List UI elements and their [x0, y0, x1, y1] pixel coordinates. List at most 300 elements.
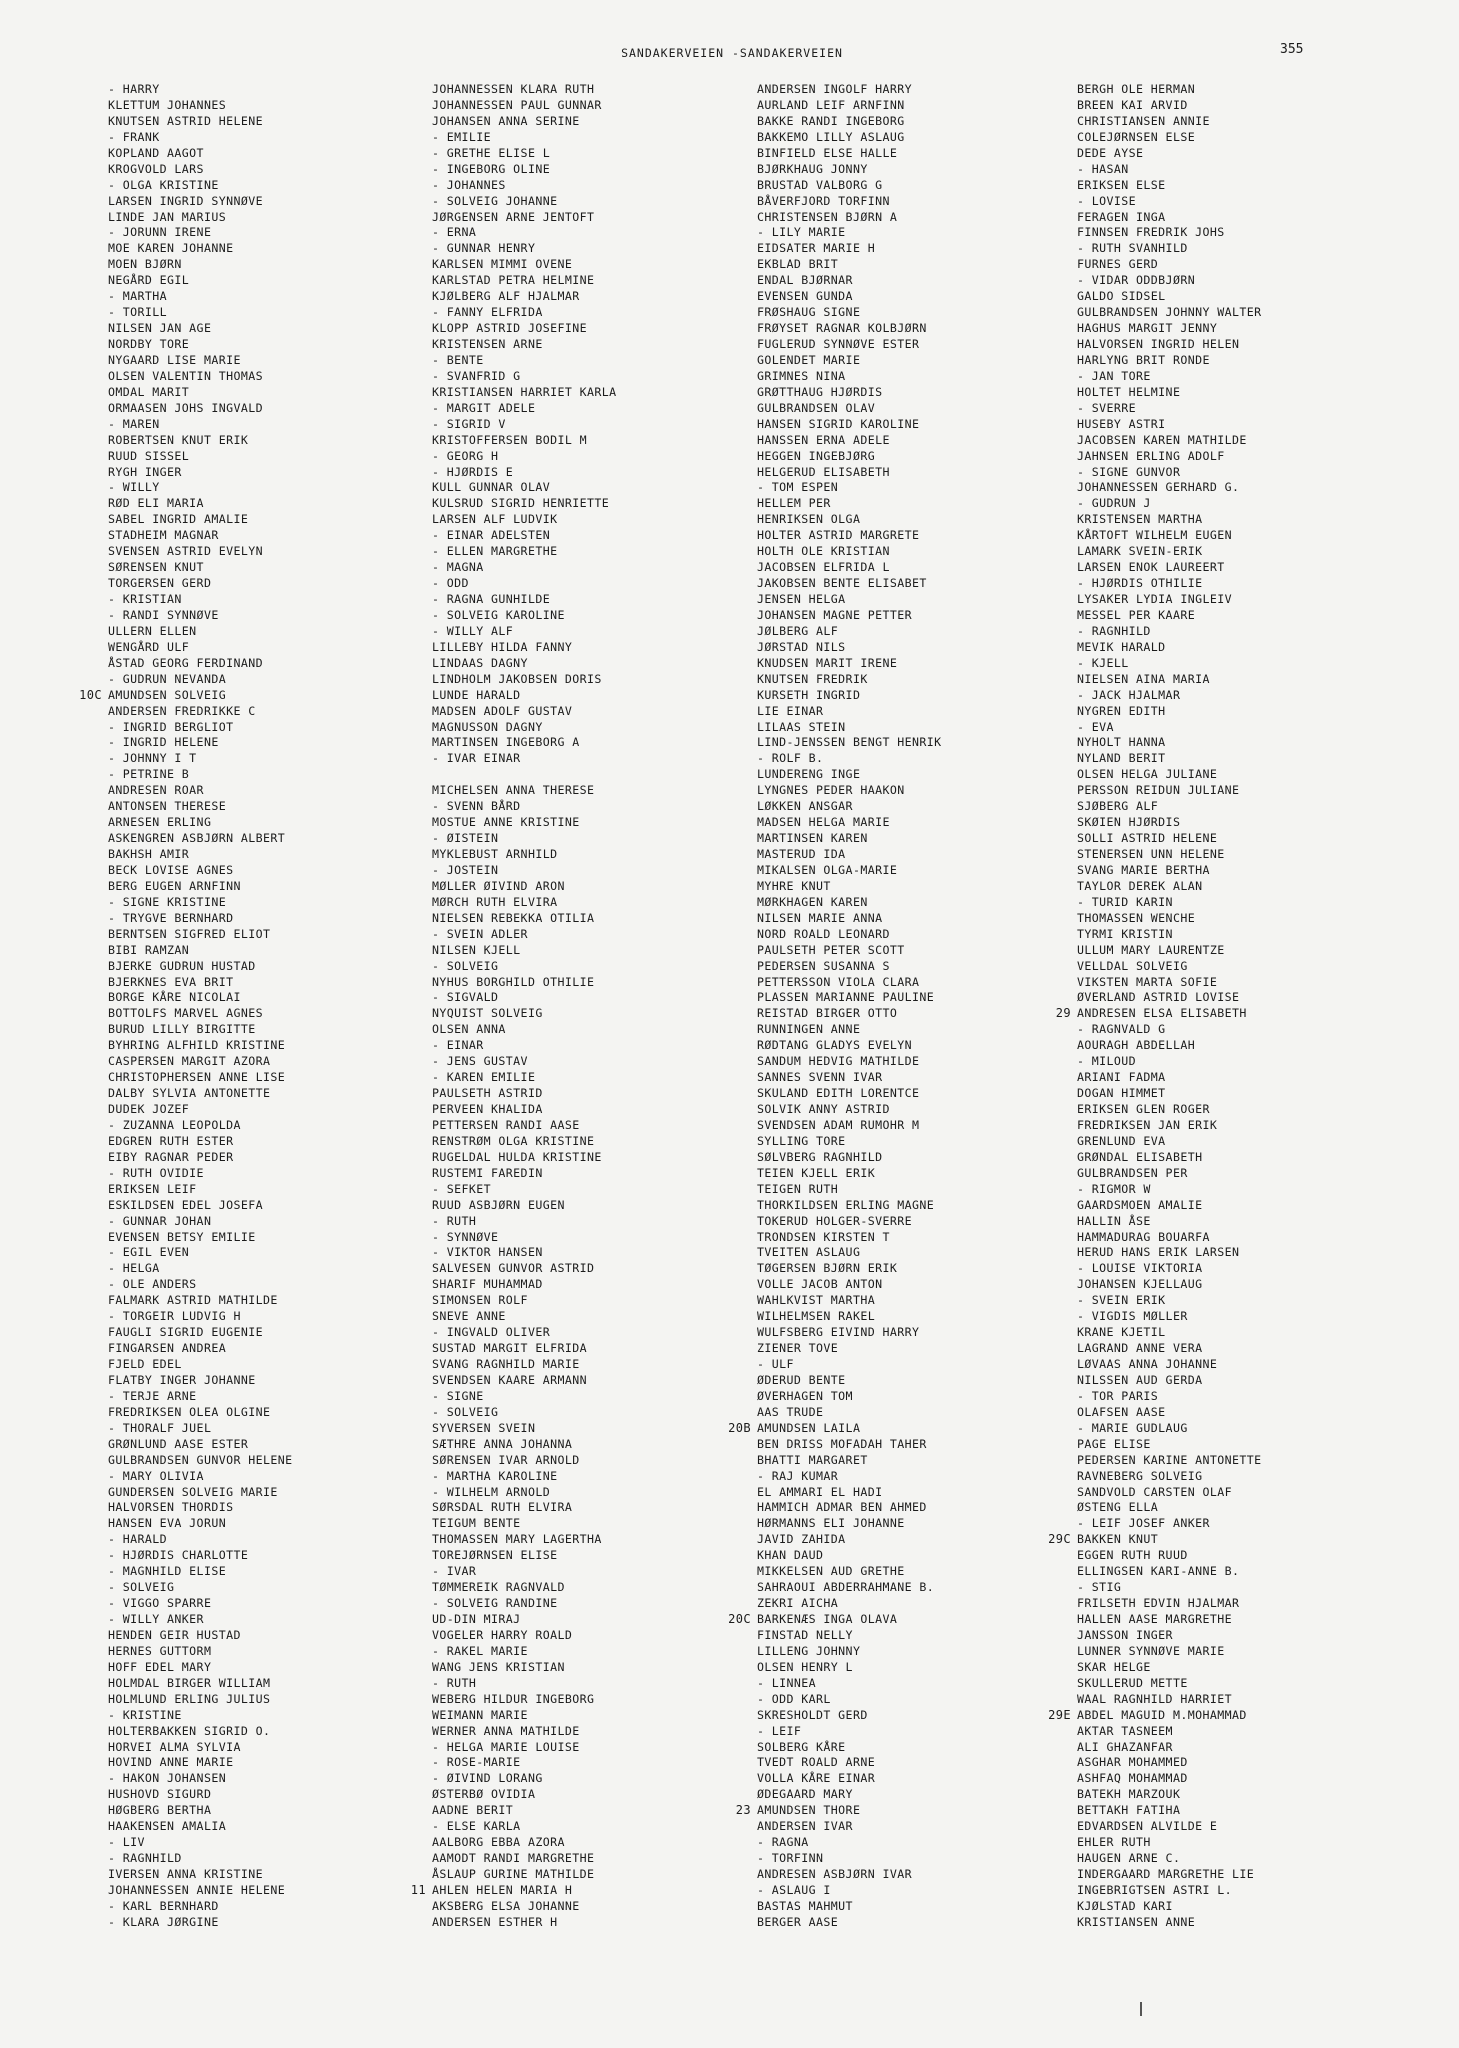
resident-name: - INGEBORG OLINE — [432, 161, 551, 176]
directory-entry — [1077, 895, 1407, 911]
directory-entry — [757, 959, 1087, 975]
resident-name: HALVORSEN INGRID HELEN — [1077, 337, 1240, 351]
directory-entry — [1077, 1373, 1407, 1389]
resident-name: HORVEI ALMA SYLVIA — [108, 1739, 241, 1754]
directory-entry — [1077, 847, 1407, 863]
resident-name: SÆTHRE ANNA JOHANNA — [432, 1436, 573, 1451]
resident-name: SKRESHOLDT GERD — [757, 1707, 868, 1722]
directory-entry — [432, 1580, 762, 1596]
resident-name: EDGREN RUTH ESTER — [108, 1133, 234, 1148]
directory-entry — [432, 1516, 762, 1532]
resident-name: TOKERUD HOLGER-SVERRE — [757, 1213, 912, 1228]
resident-name: SVENDSEN ADAM RUMOHR M — [757, 1117, 920, 1132]
resident-name: JØRGENSEN ARNE JENTOFT — [432, 209, 595, 224]
directory-entry — [432, 1867, 762, 1883]
resident-name: - ROSE-MARIE — [432, 1755, 521, 1770]
directory-entry — [108, 1038, 438, 1054]
directory-entry — [1077, 1389, 1407, 1405]
resident-name: AHLEN HELEN MARIA H — [432, 1882, 573, 1897]
directory-entry — [1077, 1612, 1407, 1628]
resident-name: FREDRIKSEN JAN ERIK — [1077, 1117, 1218, 1132]
resident-name: - JOHNNY I T — [108, 751, 197, 766]
directory-entry — [108, 289, 438, 305]
directory-entry — [1077, 672, 1407, 688]
resident-name: KÅRTOFT WILHELM EUGEN — [1077, 528, 1232, 543]
resident-name: LYSAKER LYDIA INGLEIV — [1077, 592, 1232, 606]
directory-entry — [1077, 783, 1407, 799]
resident-name: THOMASSEN MARY LAGERTHA — [432, 1532, 602, 1547]
resident-name: - HARALD — [108, 1532, 168, 1547]
directory-entry — [1077, 385, 1407, 401]
directory-entry — [432, 1038, 762, 1054]
directory-entry — [432, 783, 762, 799]
directory-entry — [108, 656, 438, 672]
resident-name: MOSTUE ANNE KRISTINE — [432, 815, 580, 830]
directory-entry — [757, 815, 1087, 831]
directory-entry — [108, 1883, 438, 1899]
resident-name: BIBI RAMZAN — [108, 942, 190, 957]
directory-entry — [108, 1676, 438, 1692]
directory-entry — [1077, 178, 1407, 194]
directory-entry — [757, 1389, 1087, 1405]
directory-entry — [1077, 449, 1407, 465]
resident-name: KRANE KJETIL — [1077, 1325, 1166, 1340]
resident-name: FUGLERUD SYNNØVE ESTER — [757, 337, 920, 351]
resident-name: AAS TRUDE — [757, 1404, 824, 1419]
directory-entry — [432, 194, 762, 210]
directory-entry — [108, 449, 438, 465]
resident-name: FRØSHAUG SIGNE — [757, 305, 861, 320]
resident-name: - RAGNA GUNHILDE — [432, 592, 551, 606]
directory-entry — [432, 720, 762, 736]
resident-name: INDERGAARD MARGRETHE LIE — [1077, 1867, 1255, 1881]
directory-entry — [1077, 959, 1407, 975]
resident-name: ØSTENG ELLA — [1077, 1500, 1159, 1515]
resident-name: BÅVERFJORD TORFINN — [757, 193, 890, 208]
resident-name: INGEBRIGTSEN ASTRI L. — [1077, 1882, 1232, 1897]
resident-name: ANDRESEN ROAR — [108, 783, 204, 798]
directory-entry — [757, 1724, 1087, 1740]
resident-name: SUSTAD MARGIT ELFRIDA — [432, 1341, 587, 1356]
resident-name: - SOLVEIG — [432, 1404, 499, 1419]
resident-name: ASKENGREN ASBJØRN ALBERT — [108, 831, 286, 846]
directory-entry — [108, 608, 438, 624]
resident-name: - RAGNA — [757, 1835, 809, 1850]
resident-name: KRISTIANSEN HARRIET KARLA — [432, 384, 617, 399]
house-number: 11 — [410, 1882, 426, 1897]
resident-name: - WILLY ALF — [432, 623, 514, 638]
resident-name: ANDERSEN FREDRIKKE C — [108, 703, 256, 718]
directory-entry — [432, 799, 762, 815]
directory-entry — [432, 1022, 762, 1038]
directory-entry — [108, 1230, 438, 1246]
resident-name: - FRANK — [108, 129, 160, 144]
directory-entry — [432, 1230, 762, 1246]
directory-entry — [757, 1596, 1087, 1612]
resident-name: VIKSTEN MARTA SOFIE — [1077, 974, 1218, 989]
directory-entry — [432, 353, 762, 369]
directory-entry — [1077, 1548, 1407, 1564]
directory-entry — [432, 1596, 762, 1612]
resident-name: - KAREN EMILIE — [432, 1070, 536, 1085]
directory-entry — [108, 975, 438, 991]
directory-entry — [1077, 1724, 1407, 1740]
resident-name: - RUTH OVIDIE — [108, 1165, 204, 1180]
resident-name: RUNNINGEN ANNE — [757, 1022, 861, 1037]
directory-entry — [108, 1357, 438, 1373]
resident-name: ØVERLAND ASTRID LOVISE — [1077, 990, 1240, 1005]
resident-name: HARLYNG BRIT RONDE — [1077, 352, 1210, 367]
directory-entry — [757, 1771, 1087, 1787]
resident-name: RYGH INGER — [108, 464, 182, 479]
resident-name: - SOLVEIG JOHANNE — [432, 193, 558, 208]
resident-name: JOHANNESSEN PAUL GUNNAR — [432, 97, 602, 112]
directory-entry — [1077, 1755, 1407, 1771]
directory-entry — [432, 1437, 762, 1453]
resident-name: ØDEGAARD MARY — [757, 1787, 853, 1802]
resident-name: PLASSEN MARIANNE PAULINE — [757, 990, 935, 1005]
resident-name: - ELLEN MARGRETHE — [432, 544, 558, 559]
resident-name: TRONDSEN KIRSTEN T — [757, 1229, 890, 1244]
directory-entry — [1077, 1580, 1407, 1596]
directory-entry — [432, 1915, 762, 1931]
resident-name: BATEKH MARZOUK — [1077, 1787, 1181, 1802]
resident-name: GRØNLUND AASE ESTER — [108, 1436, 249, 1451]
resident-name: FURNES GERD — [1077, 257, 1159, 272]
directory-entry — [432, 401, 762, 417]
resident-name: - HJØRDIS CHARLOTTE — [108, 1548, 249, 1563]
resident-name: SVANG MARIE BERTHA — [1077, 862, 1210, 877]
resident-name: - INGVALD OLIVER — [432, 1325, 551, 1340]
directory-entry — [757, 480, 1087, 496]
resident-name: - JACK HJALMAR — [1077, 687, 1181, 702]
resident-name: BJERKE GUDRUN HUSTAD — [108, 958, 256, 973]
resident-name: ULLERN ELLEN — [108, 623, 197, 638]
resident-name: BINFIELD ELSE HALLE — [757, 145, 898, 160]
resident-name: WILHELMSEN RAKEL — [757, 1309, 876, 1324]
resident-name: ASGHAR MOHAMMED — [1077, 1755, 1188, 1770]
resident-name: ANDERSEN IVAR — [757, 1819, 853, 1834]
directory-entry — [757, 194, 1087, 210]
directory-entry — [757, 943, 1087, 959]
resident-name: VOGELER HARRY ROALD — [432, 1627, 573, 1642]
directory-entry — [432, 1660, 762, 1676]
directory-entry — [432, 1851, 762, 1867]
resident-name: LINDE JAN MARIUS — [108, 209, 227, 224]
directory-entry — [108, 831, 438, 847]
directory-entry — [1077, 1437, 1407, 1453]
directory-entry — [108, 130, 438, 146]
resident-name: CHRISTENSEN BJØRN A — [757, 209, 898, 224]
resident-name: PETTERSEN RANDI AASE — [432, 1117, 580, 1132]
directory-entry — [757, 1277, 1087, 1293]
resident-name: LARSEN ALF LUDVIK — [432, 512, 558, 527]
resident-name: MIKALSEN OLGA-MARIE — [757, 862, 898, 877]
house-number: 29E — [1048, 1707, 1071, 1722]
directory-entry — [108, 1612, 438, 1628]
directory-entry — [757, 146, 1087, 162]
resident-name: EVENSEN BETSY EMILIE — [108, 1229, 256, 1244]
directory-entry — [757, 337, 1087, 353]
resident-name: - TORILL — [108, 305, 168, 320]
resident-name: JØLBERG ALF — [757, 623, 839, 638]
resident-name: - SIGNE GUNVOR — [1077, 464, 1181, 479]
directory-entry — [108, 1564, 438, 1580]
directory-entry — [757, 1883, 1087, 1899]
directory-entry — [757, 1214, 1087, 1230]
directory-entry — [1077, 735, 1407, 751]
directory-entry — [108, 1628, 438, 1644]
resident-name: HAAKENSEN AMALIA — [108, 1819, 227, 1834]
directory-entry — [432, 433, 762, 449]
resident-name: - JENS GUSTAV — [432, 1054, 528, 1069]
directory-entry — [757, 385, 1087, 401]
directory-entry — [757, 672, 1087, 688]
directory-entry — [1077, 1915, 1407, 1931]
resident-name: CHRISTOPHERSEN ANNE LISE — [108, 1070, 286, 1085]
directory-entry — [108, 401, 438, 417]
resident-name: EIBY RAGNAR PEDER — [108, 1149, 234, 1164]
directory-entry — [108, 194, 438, 210]
resident-name: RØDTANG GLADYS EVELYN — [757, 1038, 912, 1053]
resident-name: - SEFKET — [432, 1181, 492, 1196]
directory-entry — [432, 1803, 762, 1819]
resident-name: ARNESEN ERLING — [108, 815, 212, 830]
directory-entry — [108, 624, 438, 640]
resident-name: HANSEN EVA JORUN — [108, 1516, 227, 1531]
directory-entry — [432, 1835, 762, 1851]
resident-name: - EINAR ADELSTEN — [432, 528, 551, 543]
resident-name: KARLSTAD PETRA HELMINE — [432, 273, 595, 288]
directory-entry — [108, 385, 438, 401]
resident-name: ANDRESEN ELSA ELISABETH — [1077, 1006, 1247, 1021]
resident-name: - JORUNN IRENE — [108, 225, 212, 240]
directory-entry — [757, 1851, 1087, 1867]
directory-entry — [757, 528, 1087, 544]
resident-name: WANG JENS KRISTIAN — [432, 1659, 565, 1674]
resident-name: SYVERSEN SVEIN — [432, 1420, 536, 1435]
resident-name: HERNES GUTTORM — [108, 1643, 212, 1658]
resident-name: - KARL BERNHARD — [108, 1898, 219, 1913]
directory-entry — [757, 1102, 1087, 1118]
directory-entry — [1048, 1707, 1407, 1724]
directory-entry — [1077, 1070, 1407, 1086]
resident-name: - TORFINN — [757, 1851, 824, 1866]
resident-name: JAVID ZAHIDA — [757, 1532, 846, 1547]
directory-entry — [757, 1676, 1087, 1692]
directory-entry — [1077, 704, 1407, 720]
directory-entry — [757, 1755, 1087, 1771]
resident-name: - HJØRDIS E — [432, 464, 514, 479]
house-number: 10C — [79, 687, 102, 702]
directory-entry — [432, 1357, 762, 1373]
resident-name: KLETTUM JOHANNES — [108, 97, 227, 112]
directory-entry — [1077, 433, 1407, 449]
resident-name: - WILLY ANKER — [108, 1612, 204, 1626]
directory-entry — [1077, 1134, 1407, 1150]
directory-entry — [1077, 1102, 1407, 1118]
directory-entry — [757, 1564, 1087, 1580]
resident-name: LØKKEN ANSGAR — [757, 799, 853, 814]
directory-entry — [757, 799, 1087, 815]
resident-name: MØRKHAGEN KAREN — [757, 894, 868, 909]
directory-entry — [757, 1740, 1087, 1756]
resident-name: ÅSLAUP GURINE MATHILDE — [432, 1867, 595, 1881]
directory-entry — [1077, 1867, 1407, 1883]
directory-entry — [432, 417, 762, 433]
directory-entry — [1077, 863, 1407, 879]
resident-name: - ØIVIND LORANG — [432, 1771, 543, 1786]
column-1 — [79, 82, 438, 1931]
resident-name: IVERSEN ANNA KRISTINE — [108, 1867, 263, 1881]
directory-entry — [1077, 576, 1407, 592]
directory-entry — [108, 1070, 438, 1086]
resident-name: AMUNDSEN THORE — [757, 1803, 861, 1818]
resident-name: - LILY MARIE — [757, 225, 846, 240]
directory-entry — [108, 576, 438, 592]
resident-name: BEN DRISS MOFADAH TAHER — [757, 1436, 927, 1451]
directory-entry — [432, 640, 762, 656]
resident-name: - GEORG H — [432, 448, 499, 463]
resident-name: - MARIE GUDLAUG — [1077, 1420, 1188, 1435]
resident-name: - ROLF B. — [757, 751, 824, 766]
directory-entry — [1077, 114, 1407, 130]
resident-name: NYQUIST SOLVEIG — [432, 1006, 543, 1021]
directory-entry — [108, 1022, 438, 1038]
directory-entry — [1077, 815, 1407, 831]
directory-entry — [108, 1214, 438, 1230]
resident-name: LØVAAS ANNA JOHANNE — [1077, 1357, 1218, 1371]
resident-name: MOE KAREN JOHANNE — [108, 241, 234, 256]
directory-entry — [757, 1245, 1087, 1261]
resident-name: STENERSEN UNN HELENE — [1077, 847, 1225, 861]
scan-mark — [1140, 2002, 1142, 2016]
directory-entry — [1077, 1453, 1407, 1469]
resident-name: - VIDAR ODDBJØRN — [1077, 273, 1196, 288]
directory-entry — [757, 783, 1087, 799]
directory-entry — [757, 1819, 1087, 1835]
directory-entry — [432, 672, 762, 688]
directory-entry — [108, 847, 438, 863]
directory-entry — [757, 401, 1087, 417]
directory-entry — [108, 1325, 438, 1341]
resident-name: VELLDAL SOLVEIG — [1077, 958, 1188, 973]
directory-entry — [108, 1787, 438, 1803]
directory-entry — [1077, 512, 1407, 528]
resident-name: KJØLBERG ALF HJALMAR — [432, 289, 580, 304]
resident-name: - TURID KARIN — [1077, 894, 1173, 909]
resident-name: AMUNDSEN LAILA — [757, 1420, 861, 1435]
directory-entry — [432, 1070, 762, 1086]
directory-entry — [757, 1628, 1087, 1644]
directory-entry — [108, 1150, 438, 1166]
directory-entry — [432, 1389, 762, 1405]
directory-entry — [1077, 1660, 1407, 1676]
directory-entry — [432, 496, 762, 512]
resident-name: JACOBSEN ELFRIDA L — [757, 560, 890, 575]
resident-name: - LOUISE VIKTORIA — [1077, 1261, 1203, 1276]
resident-name: COLEJØRNSEN ELSE — [1077, 129, 1196, 144]
resident-name: GUNDERSEN SOLVEIG MARIE — [108, 1484, 278, 1499]
directory-entry — [1077, 194, 1407, 210]
resident-name: NYGAARD LISE MARIE — [108, 352, 241, 367]
directory-entry — [79, 687, 438, 704]
resident-name: RUGELDAL HULDA KRISTINE — [432, 1149, 602, 1164]
directory-entry — [757, 1453, 1087, 1469]
resident-name: PERSSON REIDUN JULIANE — [1077, 783, 1240, 798]
directory-entry — [1077, 975, 1407, 991]
directory-entry — [432, 162, 762, 178]
resident-name: ORMAASEN JOHS INGVALD — [108, 400, 263, 415]
directory-entry — [108, 210, 438, 226]
directory-entry — [757, 688, 1087, 704]
resident-name: - GUDRUN J — [1077, 496, 1151, 511]
resident-name: - JOSTEIN — [432, 862, 499, 877]
resident-name: - VIKTOR HANSEN — [432, 1245, 543, 1260]
resident-name: ANDRESEN ASBJØRN IVAR — [757, 1867, 912, 1881]
directory-entry — [432, 528, 762, 544]
directory-entry — [1077, 927, 1407, 943]
directory-entry — [108, 465, 438, 481]
directory-entry — [1077, 831, 1407, 847]
directory-entry — [757, 1692, 1087, 1708]
resident-name: ÅSTAD GEORG FERDINAND — [108, 655, 263, 670]
directory-entry — [108, 1803, 438, 1819]
directory-entry — [757, 1580, 1087, 1596]
resident-name: OLSEN ANNA — [432, 1022, 506, 1037]
directory-entry — [432, 289, 762, 305]
resident-name: - MAGNHILD ELISE — [108, 1564, 227, 1579]
resident-name: HELGERUD ELISABETH — [757, 464, 890, 479]
resident-name: HOLTH OLE KRISTIAN — [757, 544, 890, 559]
resident-name: BJERKNES EVA BRIT — [108, 974, 234, 989]
directory-entry — [108, 1134, 438, 1150]
resident-name: - RAGNHILD — [108, 1851, 182, 1866]
resident-name: SAHRAOUI ABDERRAHMANE B. — [757, 1580, 935, 1595]
resident-name: JOHANNESSEN ANNIE HELENE — [108, 1882, 286, 1897]
resident-name: JOHANSEN ANNA SERINE — [432, 113, 580, 128]
directory-entry — [432, 146, 762, 162]
resident-name: DUDEK JOZEF — [108, 1102, 190, 1116]
resident-name: WAHLKVIST MARTHA — [757, 1293, 876, 1308]
directory-entry — [108, 1198, 438, 1214]
resident-name: - LIV — [108, 1835, 145, 1850]
resident-name: HOFF EDEL MARY — [108, 1659, 212, 1674]
resident-name: LINDHOLM JAKOBSEN DORIS — [432, 671, 602, 686]
house-number: 23 — [735, 1803, 751, 1818]
directory-entry — [1077, 1787, 1407, 1803]
directory-entry — [757, 1500, 1087, 1516]
resident-name: NEGÅRD EGIL — [108, 273, 190, 288]
resident-name: KULSRUD SIGRID HENRIETTE — [432, 496, 610, 511]
resident-name: HØGBERG BERTHA — [108, 1803, 212, 1818]
directory-entry — [108, 528, 438, 544]
directory-entry — [1077, 688, 1407, 704]
resident-name: JOHANNESSEN KLARA RUTH — [432, 82, 595, 96]
directory-entry — [432, 943, 762, 959]
directory-entry — [1077, 1819, 1407, 1835]
directory-entry — [1077, 369, 1407, 385]
directory-entry — [108, 1724, 438, 1740]
directory-entry — [757, 98, 1087, 114]
directory-entry — [1077, 799, 1407, 815]
resident-name: NIELSEN AINA MARIA — [1077, 671, 1210, 686]
directory-entry — [432, 337, 762, 353]
resident-name: GRENLUND EVA — [1077, 1133, 1166, 1148]
resident-name: ØVERHAGEN TOM — [757, 1388, 853, 1403]
directory-entry — [108, 1532, 438, 1548]
resident-name: TOREJØRNSEN ELISE — [432, 1548, 558, 1563]
